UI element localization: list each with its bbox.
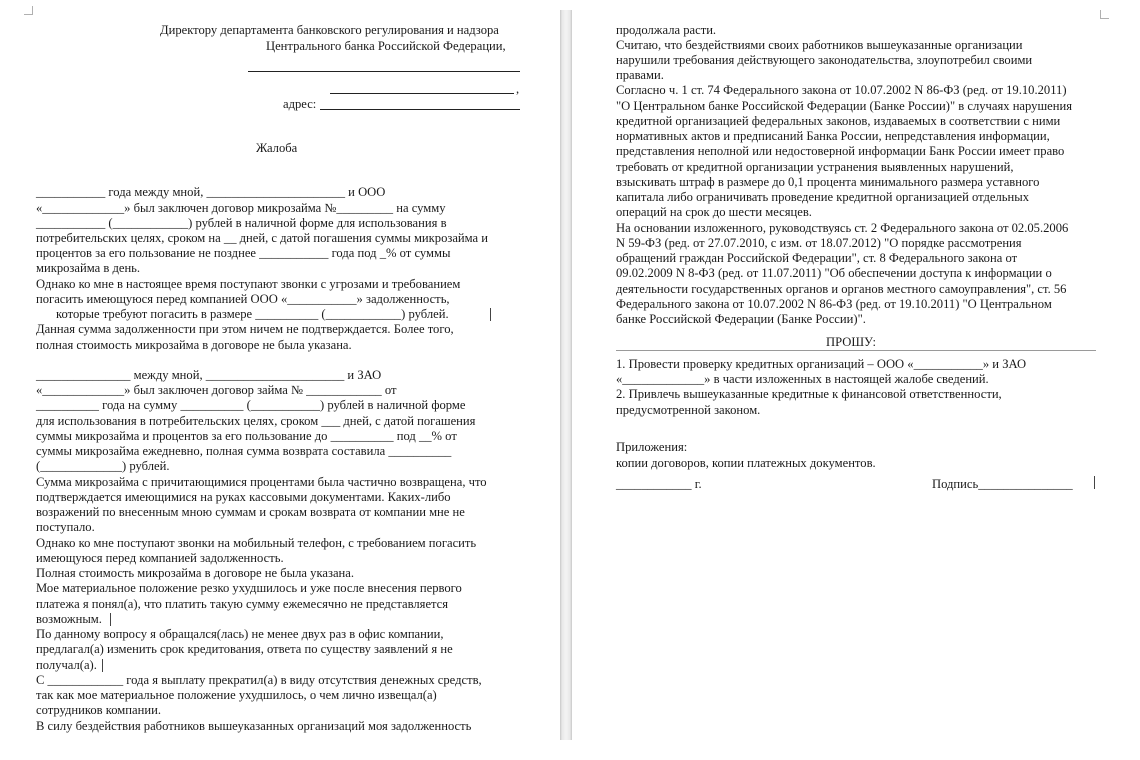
- body-line: представления неполной или недостоверной информации Банк России имеет право: [616, 144, 1065, 158]
- body-line: «_____________» был заключен договор микрозайма №_________ на сумму: [36, 201, 446, 215]
- body-line: Однако ко мне поступают звонки на мобильный телефон, с требованием погасить: [36, 536, 477, 550]
- body-line: суммы микрозайма ежедневно, полная сумма возврата составила __________: [36, 444, 452, 458]
- body-line: которые требуют погасить в размере __________ (____________) рублей.: [56, 307, 449, 321]
- body-line: (_____________) рублей.: [36, 459, 170, 473]
- corner-crop-mark: [24, 6, 33, 15]
- body-line: На основании изложенного, руководствуясь ст. 2 Федерального закона от 02.05.2006: [616, 221, 1069, 235]
- text-cursor: [1094, 476, 1095, 489]
- text-cursor: [102, 659, 103, 672]
- body-line: Данная сумма задолженности при этом ничем не подтверждается. Более того,: [36, 322, 454, 336]
- body-line: погасить имеющуюся перед компанией ООО «___________» задолженность,: [36, 292, 450, 306]
- body-line: продолжала расти.: [616, 23, 717, 37]
- body-line: По данному вопросу я обращался(лась) не менее двух раз в офис компании,: [36, 627, 444, 641]
- body-line: правами.: [616, 68, 664, 82]
- body-line: взыскивать штраф в размере до 0,1 процента минимального размера уставного: [616, 175, 1040, 189]
- right-page: [572, 0, 1140, 760]
- body-line: так как мое материальное положение ухудшилось, о чем лично извещал(а): [36, 688, 437, 702]
- body-line: требовать от кредитной организации устранения выявленных нарушений,: [616, 160, 1014, 174]
- body-line: нарушили требования действующего законодательства, злоупотребил своими: [616, 53, 1033, 67]
- body-line: N 59-ФЗ (ред. от 27.07.2010, с изм. от 18.07.2012) "О порядке рассмотрения: [616, 236, 1022, 250]
- request-item: предусмотренной законом.: [616, 403, 761, 417]
- body-line: предлагал(а) изменить срок кредитования, ответа по существу заявлений я не: [36, 642, 453, 656]
- body-line: Мое материальное положение резко ухудшилось и уже после внесения первого: [36, 581, 462, 595]
- body-line: «_____________» был заключен договор займа № ____________ от: [36, 383, 397, 397]
- body-line: возможным.: [36, 612, 102, 626]
- body-line: операций на срок до шести месяцев.: [616, 205, 812, 219]
- request-item: 2. Привлечь вышеуказанные кредитные к финансовой ответственности,: [616, 387, 1002, 401]
- body-line: микрозайма в день.: [36, 261, 141, 275]
- page-separator: [560, 10, 572, 740]
- body-line: __________ года на сумму __________ (___________) рублей в наличной форме: [36, 398, 466, 412]
- signature-field: Подпись_______________: [932, 477, 1073, 491]
- body-line: капитала либо ограничивать проведение кредитной организацией отдельных: [616, 190, 1030, 204]
- left-page: [0, 0, 560, 760]
- body-line: Однако ко мне в настоящее время поступают звонки с угрозами и требованием: [36, 277, 461, 291]
- body-line: "О Центральном банке Российской Федерации (Банке России)" в случаях нарушения: [616, 99, 1073, 113]
- request-separator: [616, 350, 1096, 351]
- body-line: Сумма микрозайма с причитающимися процентами была частично возвращена, что: [36, 475, 487, 489]
- body-line: 09.02.2009 N 8-ФЗ (ред. от 11.07.2011) "Об обеспечении доступа к информации о: [616, 266, 1052, 280]
- body-line: для использования в потребительских целях, сроком ___ дней, с датой погашения: [36, 414, 476, 428]
- body-line: С ____________ года я выплату прекратил(а) в виду отсутствия денежных средств,: [36, 673, 482, 687]
- attachments-text: копии договоров, копии платежных документов.: [616, 456, 876, 470]
- body-line: Считаю, что бездействиями своих работников вышеуказанные организации: [616, 38, 1023, 52]
- body-line: получал(а).: [36, 658, 97, 672]
- body-line: Согласно ч. 1 ст. 74 Федерального закона от 10.07.2002 N 86-ФЗ (ред. от 19.10.2011): [616, 83, 1067, 97]
- body-line: сотрудников компании.: [36, 703, 161, 717]
- body-line: платежа я понял(а), что платить такую сумму ежемесячно не представляется: [36, 597, 449, 611]
- body-line: кредитной организацией федеральных законов, издаваемых в соответствии с ними: [616, 114, 1061, 128]
- document-title: Жалоба: [256, 141, 298, 155]
- text-cursor: [110, 613, 111, 626]
- body-line: банке Российской Федерации (Банке России)".: [616, 312, 866, 326]
- text-cursor: [490, 308, 491, 321]
- request-heading: ПРОШУ:: [826, 335, 876, 349]
- body-line: деятельности государственных органов и органов местного самоуправления", ст. 56: [616, 282, 1067, 296]
- request-item: «_____________» в части изложенных в настоящей жалобе сведений.: [616, 372, 989, 386]
- body-line: суммы микрозайма и процентов за его пользование до __________ под __% от: [36, 429, 457, 443]
- body-line: Полная стоимость микрозайма в договоре не была указана.: [36, 566, 355, 580]
- date-field: ____________ г.: [616, 477, 702, 491]
- body-line: обращений граждан Российской Федерации", ст. 8 Федерального закона от: [616, 251, 1018, 265]
- recipient-name-blank-2: [330, 93, 514, 94]
- address-label: адрес:: [283, 97, 317, 111]
- body-line: ___________ года между мной, ______________________ и ООО: [36, 185, 386, 199]
- body-line: потребительских целях, сроком на __ дней, с датой погашения суммы микрозайма и: [36, 231, 489, 245]
- body-line: поступало.: [36, 520, 95, 534]
- body-line: нормативных актов и предписаний Банка России, непредставления информации,: [616, 129, 1050, 143]
- recipient-name-blank: [248, 71, 520, 72]
- comma: ,: [516, 82, 520, 96]
- body-line: Федерального закона от 10.07.2002 N 86-ФЗ (ред. от 19.10.2011) "О Центральном: [616, 297, 1052, 311]
- address-blank: [320, 109, 520, 110]
- body-line: _______________ между мной, ______________________ и ЗАО: [36, 368, 382, 382]
- body-line: подтверждается имеющимися на руках кассовыми документами. Каких-либо: [36, 490, 451, 504]
- corner-crop-mark: [1100, 10, 1109, 19]
- body-line: В силу бездействия работников вышеуказанных организаций моя задолженность: [36, 719, 472, 733]
- attachments-label: Приложения:: [616, 440, 688, 454]
- request-item: 1. Провести проверку кредитных организаций – ООО «___________» и ЗАО: [616, 357, 1027, 371]
- body-line: полная стоимость микрозайма в договоре не была указана.: [36, 338, 352, 352]
- body-line: возражений по внесенным мною суммам и срокам возврата от компании мне не: [36, 505, 465, 519]
- body-line: ___________ (____________) рублей в наличной форме для использования в: [36, 216, 447, 230]
- body-line: имеющуюся перед компанией задолженность.: [36, 551, 284, 565]
- body-line: процентов за его пользование не позднее ___________ года под _% от суммы: [36, 246, 451, 260]
- recipient-line-2: Центрального банка Российской Федерации,: [266, 39, 506, 53]
- recipient-line-1: Директору департамента банковского регулирования и надзора: [160, 23, 499, 37]
